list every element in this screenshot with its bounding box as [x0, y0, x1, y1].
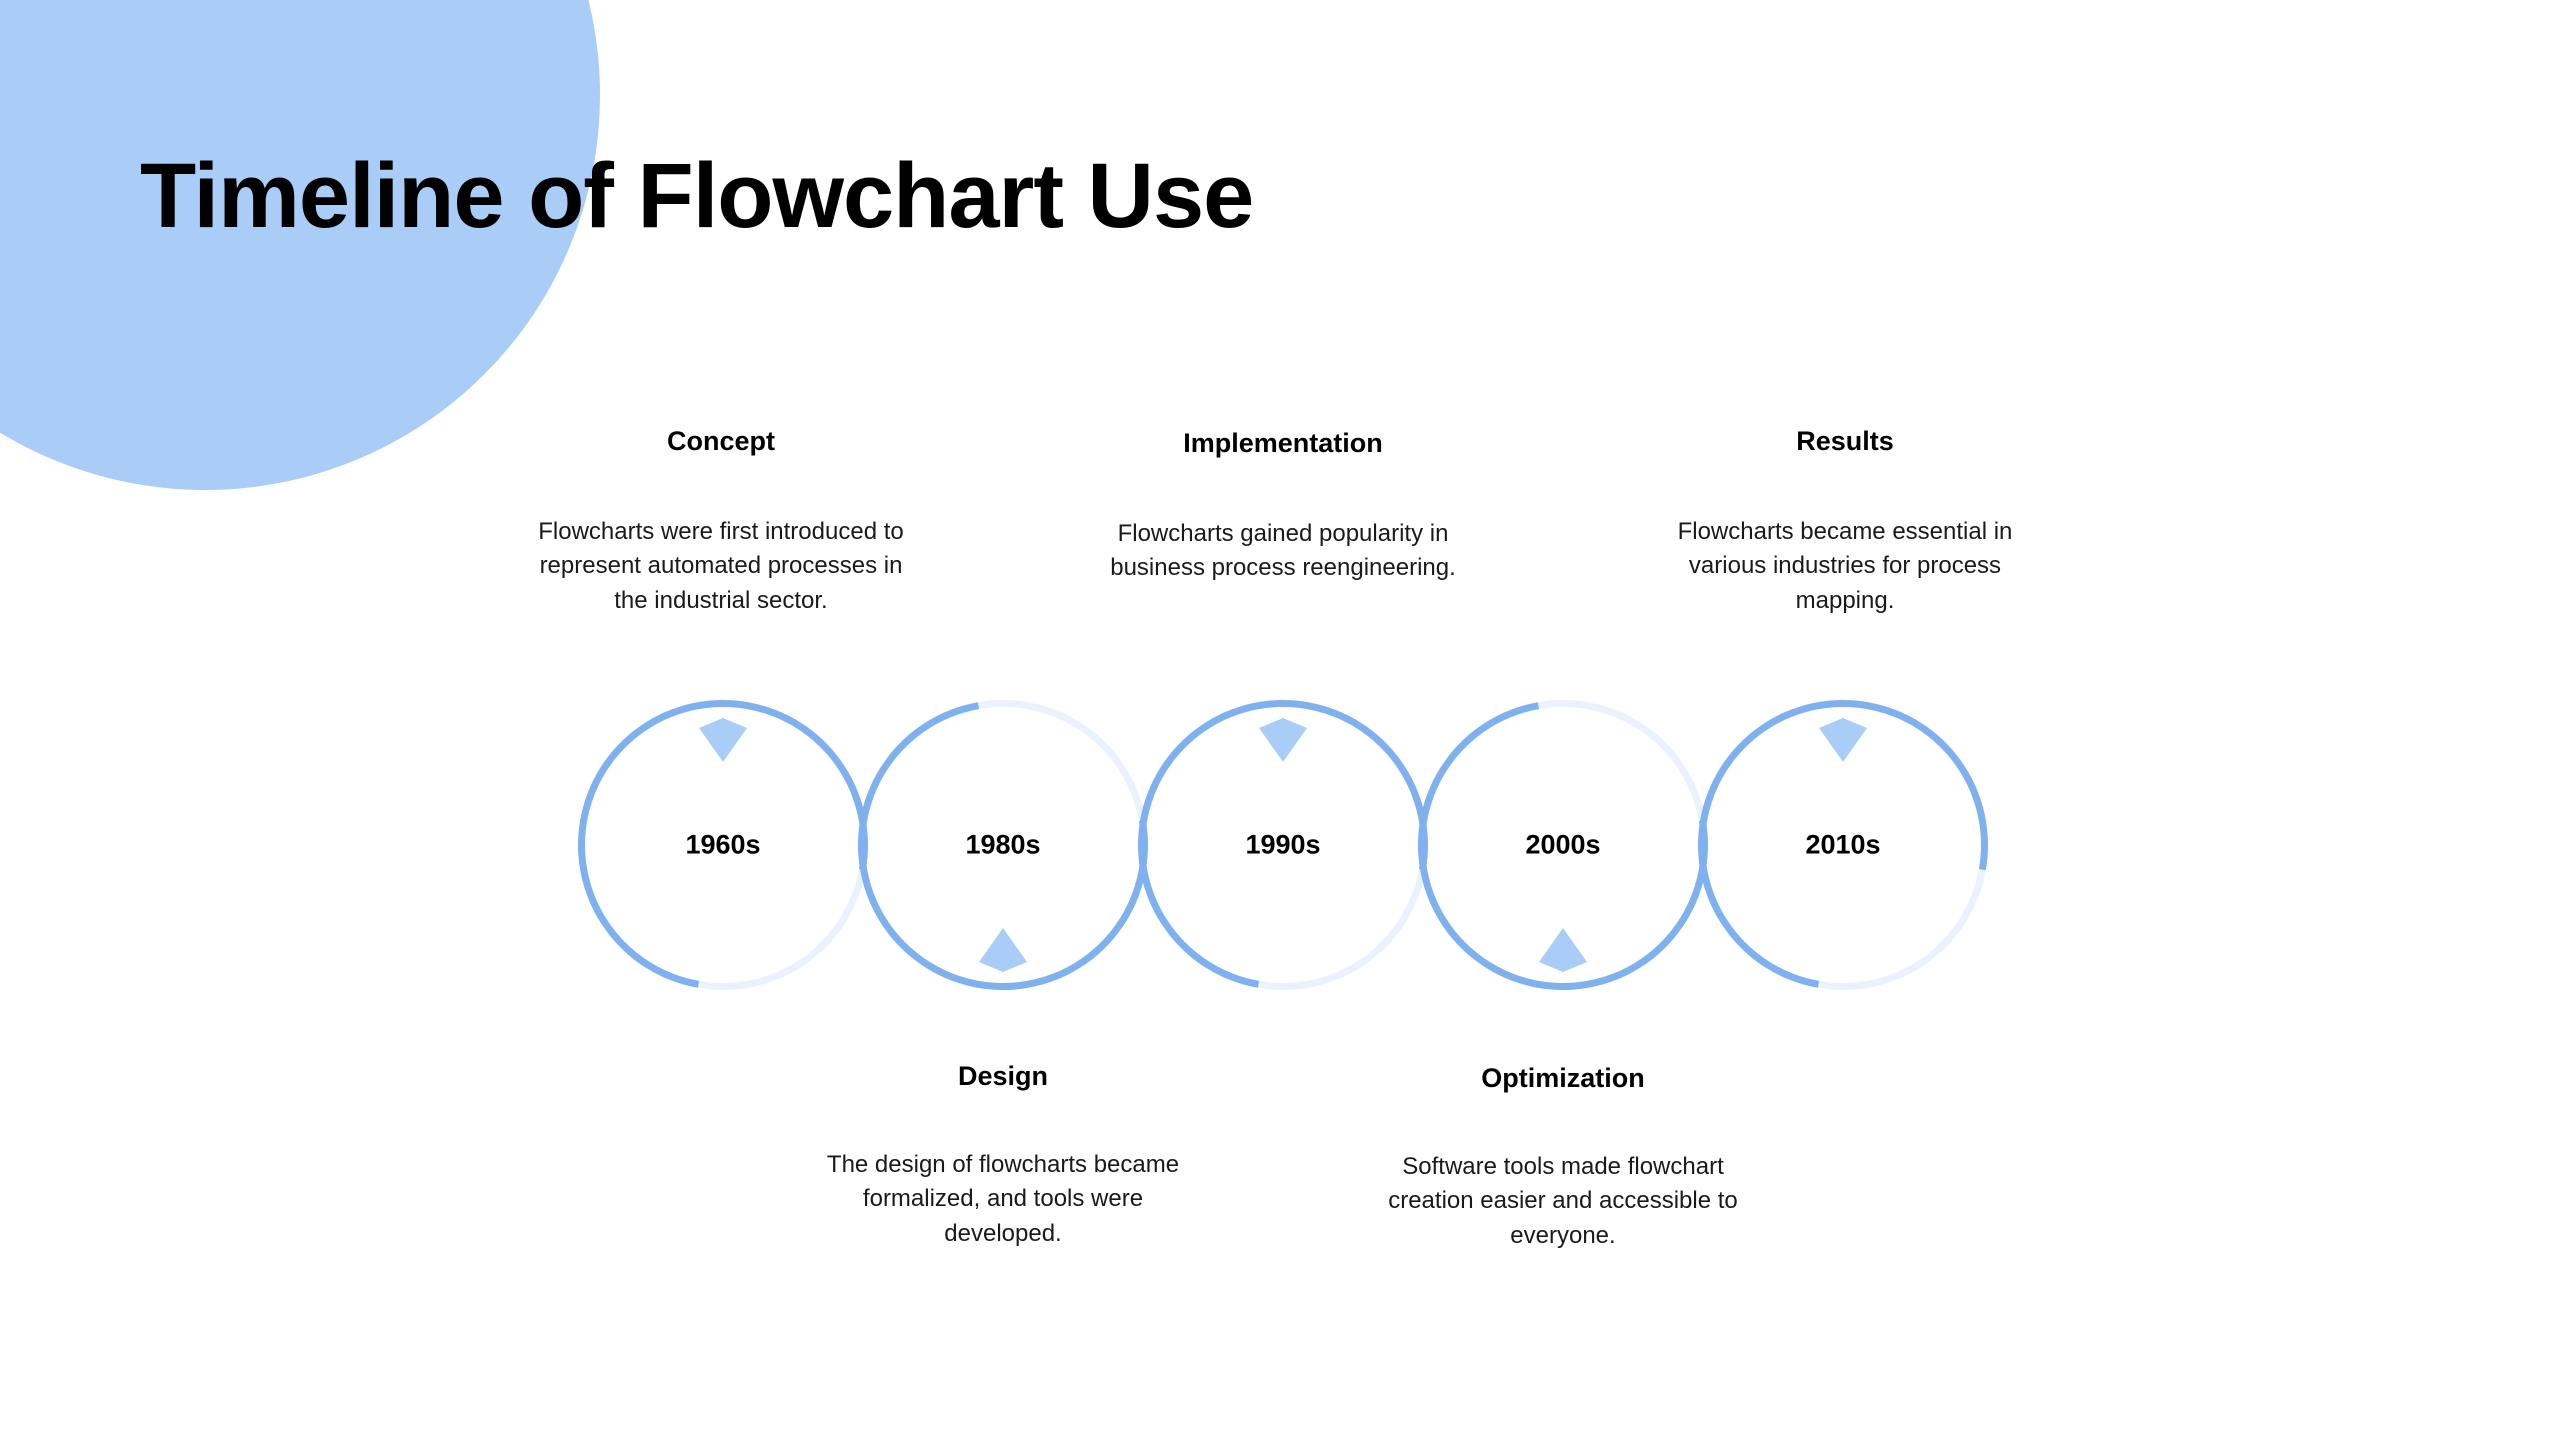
caption-body: Flowcharts gained popularity in business process reengineering.: [1110, 520, 1456, 582]
caption-heading: Optimization: [1481, 1063, 1645, 1093]
timeline-node-1990s[interactable]: [1138, 700, 1428, 990]
caption-results: [1655, 425, 2035, 618]
caption-body: The design of flowcharts became formalized, and tools were developed.: [826, 1151, 1180, 1247]
node-year-label: 2010s: [1805, 829, 1881, 860]
diamond-up-icon: [1259, 728, 1307, 762]
diamond-down-icon: [979, 928, 1027, 962]
caption-body: Flowcharts were first introduced to represent automated processes in the industrial sector.: [538, 518, 904, 614]
node-year-label: 1990s: [1245, 829, 1321, 860]
node-year-label: 2000s: [1525, 829, 1601, 860]
timeline-node-2000s[interactable]: [1418, 700, 1708, 990]
timeline-node-1980s[interactable]: [858, 700, 1148, 990]
caption-optimization: [1373, 1062, 1753, 1253]
caption-heading: Implementation: [1183, 428, 1383, 458]
diamond-up-icon: [1819, 728, 1867, 762]
caption-heading: Design: [957, 1061, 1049, 1091]
caption-implementation: [1093, 427, 1473, 586]
page-title: Timeline of Flowchart Use: [140, 145, 1254, 247]
caption-design: [813, 1060, 1193, 1251]
diamond-down-icon: [1539, 928, 1587, 962]
node-year-label: 1980s: [965, 829, 1041, 860]
diamond-up-icon: [699, 728, 747, 762]
timeline-node-1960s[interactable]: [578, 700, 868, 990]
caption-heading: Results: [1796, 426, 1894, 456]
caption-body: Software tools made flowchart creation easier and accessible to everyone.: [1388, 1153, 1738, 1249]
timeline-node-2010s[interactable]: [1698, 700, 1988, 990]
caption-body: Flowcharts became essential in various industries for process mapping.: [1677, 518, 2013, 614]
caption-heading: Concept: [667, 426, 775, 456]
node-year-label: 1960s: [685, 829, 761, 860]
caption-concept: [531, 425, 911, 618]
